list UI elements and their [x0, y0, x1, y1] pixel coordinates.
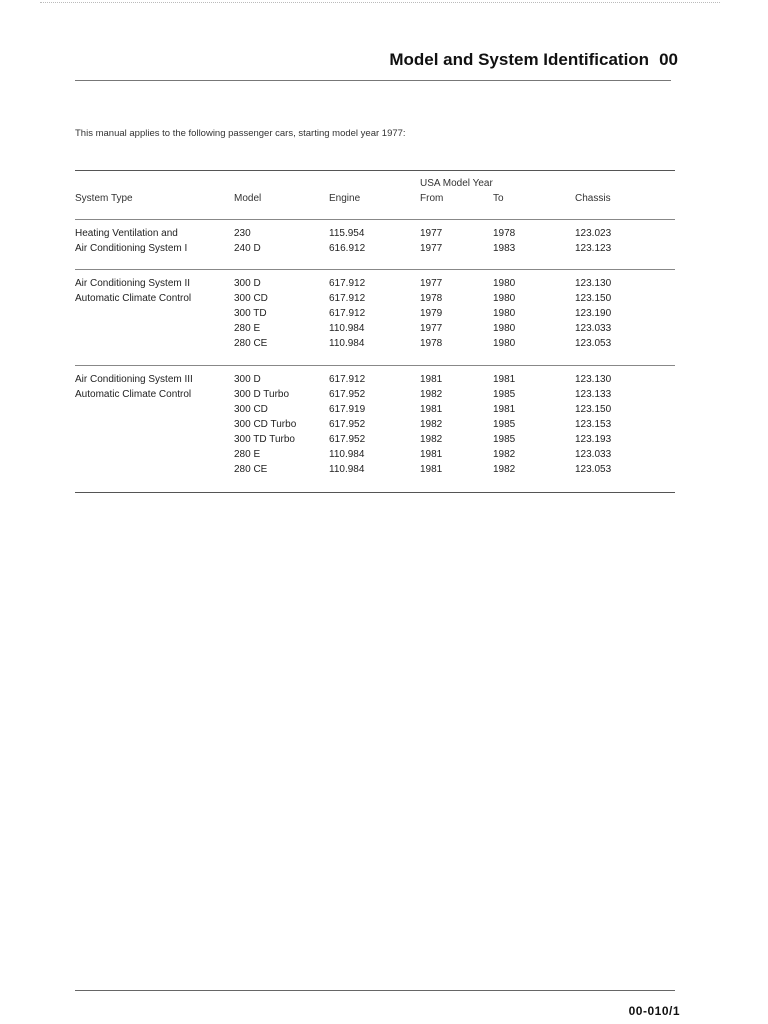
column-header-chassis: Chassis	[575, 193, 611, 204]
from-year-cell: 1977	[420, 323, 443, 334]
column-header-system-type: System Type	[75, 193, 133, 204]
engine-cell: 617.952	[329, 434, 366, 445]
engine-cell: 110.984	[329, 338, 365, 349]
system-type-line: Air Conditioning System I	[75, 243, 188, 254]
engine-cell: 115.954	[329, 228, 365, 239]
model-cell: 300 D	[234, 278, 261, 289]
chassis-cell: 123.123	[575, 243, 612, 254]
top-edge-rule	[40, 2, 720, 3]
column-header-engine: Engine	[329, 193, 361, 204]
from-year-cell: 1981	[420, 404, 443, 415]
engine-cell: 617.952	[329, 419, 366, 430]
from-year-cell: 1981	[420, 449, 443, 460]
engine-cell: 617.912	[329, 308, 366, 319]
page-title: Model and System Identification	[389, 50, 650, 69]
group-divider	[75, 269, 675, 270]
to-year-cell: 1980	[493, 323, 516, 334]
model-cell: 300 CD Turbo	[234, 419, 297, 430]
chassis-cell: 123.053	[575, 338, 612, 349]
model-cell: 300 CD	[234, 404, 268, 415]
table-top-rule	[75, 170, 675, 171]
from-year-cell: 1978	[420, 293, 443, 304]
engine-cell: 617.912	[329, 278, 366, 289]
model-cell: 280 CE	[234, 464, 268, 475]
chassis-cell: 123.023	[575, 228, 612, 239]
engine-cell: 110.984	[329, 464, 365, 475]
chassis-cell: 123.193	[575, 434, 612, 445]
from-year-cell: 1982	[420, 389, 443, 400]
engine-cell: 617.912	[329, 293, 366, 304]
header-divider	[75, 80, 671, 81]
model-cell: 240 D	[234, 243, 261, 254]
group-divider	[75, 365, 675, 366]
section-number: 00	[659, 50, 678, 69]
to-year-cell: 1985	[493, 434, 516, 445]
model-cell: 300 CD	[234, 293, 268, 304]
engine-cell: 617.919	[329, 404, 366, 415]
model-cell: 280 E	[234, 449, 261, 460]
from-year-cell: 1982	[420, 419, 443, 430]
page-number: 00-010/1	[628, 1004, 680, 1018]
from-year-cell: 1981	[420, 464, 443, 475]
page-header	[389, 50, 678, 70]
system-type-line: Automatic Climate Control	[75, 293, 192, 304]
to-year-cell: 1982	[493, 464, 516, 475]
to-year-cell: 1982	[493, 449, 516, 460]
chassis-cell: 123.133	[575, 389, 612, 400]
to-year-cell: 1980	[493, 308, 516, 319]
model-cell: 300 D	[234, 374, 261, 385]
chassis-cell: 123.033	[575, 323, 612, 334]
system-type-line: Air Conditioning System III	[75, 374, 193, 385]
group-divider	[75, 219, 675, 220]
column-group-usa-model-year: USA Model Year	[420, 178, 493, 189]
from-year-cell: 1979	[420, 308, 443, 319]
to-year-cell: 1978	[493, 228, 516, 239]
to-year-cell: 1983	[493, 243, 516, 254]
to-year-cell: 1980	[493, 338, 516, 349]
model-cell: 280 CE	[234, 338, 268, 349]
system-type-line: Automatic Climate Control	[75, 389, 192, 400]
engine-cell: 110.984	[329, 323, 365, 334]
chassis-cell: 123.033	[575, 449, 612, 460]
chassis-cell: 123.190	[575, 308, 612, 319]
from-year-cell: 1977	[420, 278, 443, 289]
chassis-cell: 123.150	[575, 293, 612, 304]
system-type-line: Heating Ventilation and	[75, 228, 178, 239]
from-year-cell: 1977	[420, 228, 443, 239]
chassis-cell: 123.130	[575, 278, 612, 289]
system-type-line: Air Conditioning System II	[75, 278, 191, 289]
to-year-cell: 1981	[493, 404, 516, 415]
column-header-to: To	[493, 193, 504, 204]
model-cell: 300 TD Turbo	[234, 434, 295, 445]
to-year-cell: 1980	[493, 293, 516, 304]
from-year-cell: 1982	[420, 434, 443, 445]
to-year-cell: 1980	[493, 278, 516, 289]
table-bottom-rule	[75, 492, 675, 493]
from-year-cell: 1977	[420, 243, 443, 254]
to-year-cell: 1985	[493, 419, 516, 430]
model-cell: 300 TD	[234, 308, 267, 319]
to-year-cell: 1981	[493, 374, 516, 385]
footer-divider	[75, 990, 675, 991]
to-year-cell: 1985	[493, 389, 516, 400]
intro-text: This manual applies to the following passenger cars, starting model year 1977:	[75, 128, 406, 139]
engine-cell: 617.912	[329, 374, 366, 385]
from-year-cell: 1981	[420, 374, 443, 385]
chassis-cell: 123.153	[575, 419, 612, 430]
engine-cell: 617.952	[329, 389, 366, 400]
from-year-cell: 1978	[420, 338, 443, 349]
model-cell: 300 D Turbo	[234, 389, 290, 400]
model-cell: 280 E	[234, 323, 261, 334]
engine-cell: 110.984	[329, 449, 365, 460]
column-header-model: Model	[234, 193, 262, 204]
column-header-from: From	[420, 193, 444, 204]
chassis-cell: 123.053	[575, 464, 612, 475]
chassis-cell: 123.150	[575, 404, 612, 415]
chassis-cell: 123.130	[575, 374, 612, 385]
engine-cell: 616.912	[329, 243, 366, 254]
model-cell: 230	[234, 228, 251, 239]
